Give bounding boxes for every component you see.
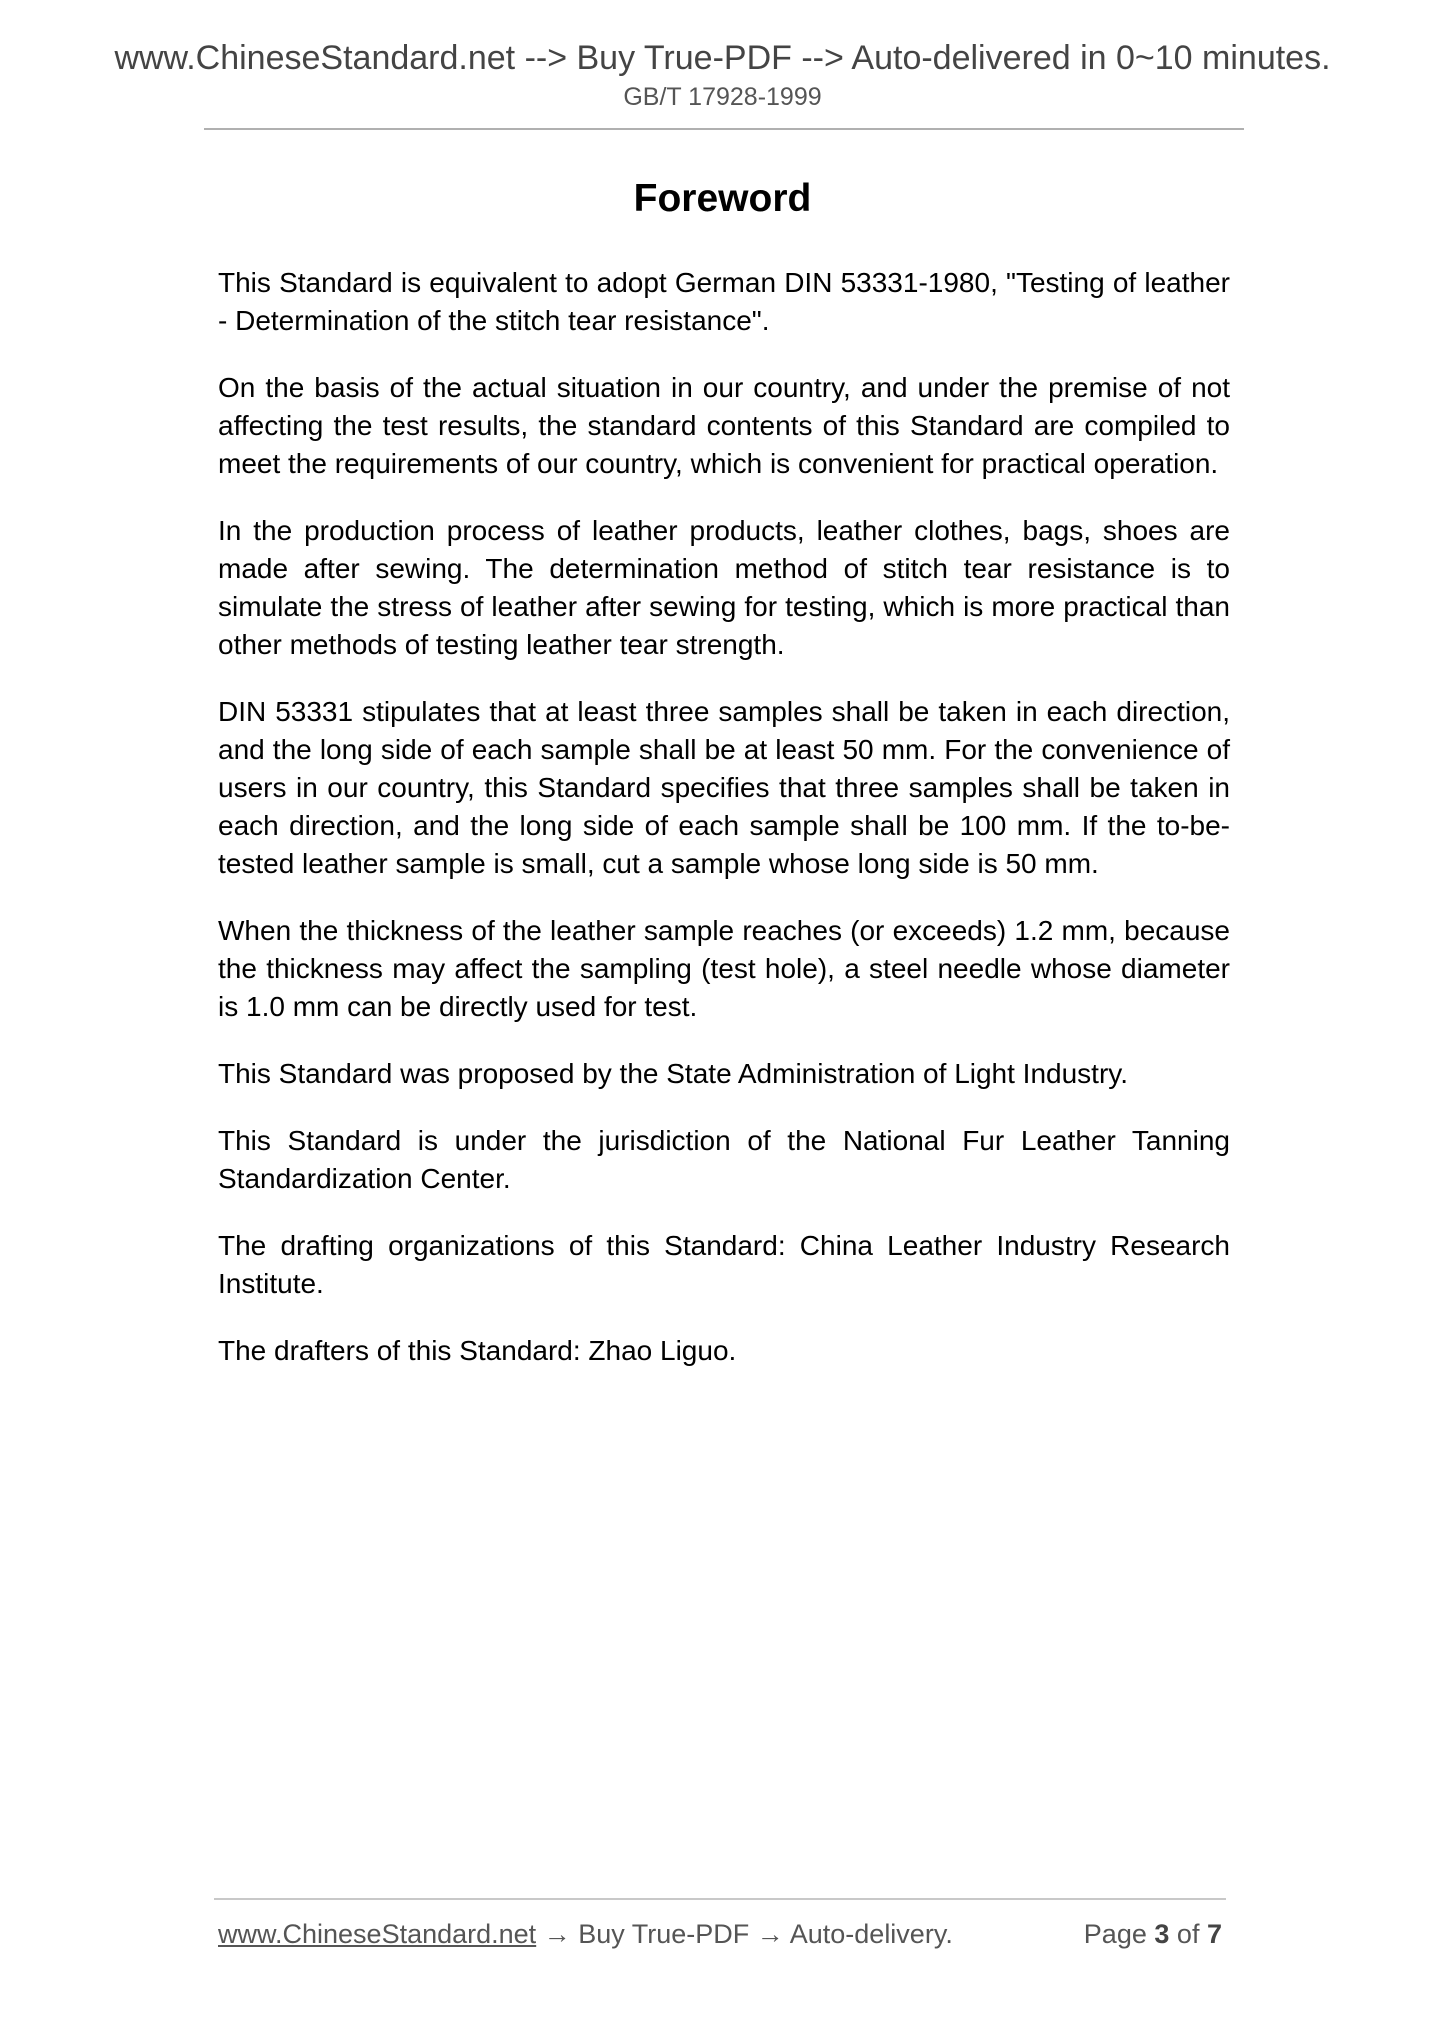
footer-site-link[interactable]: www.ChineseStandard.net [218,1919,537,1949]
paragraph: This Standard was proposed by the State Administration of Light Industry. [218,1058,1128,1089]
paragraph: DIN 53331 stipulates that at least three samples shall be taken in each direction, and the long side of each sample shall be at least 50 mm. For the convenience of users in our country, this Standard specifies that three samples shall be taken in each direction, and the long side of each sample shall be 100 mm. If the to-be-tested leather sample is small, cut a sample whose long side is 50 mm. [218,696,1230,879]
page-indicator [1084,1916,1222,1952]
paragraph: In the production process of leather products, leather clothes, bags, shoes are made after sewing. The determination method of stitch tear resistance is to simulate the stress of leather after sewing for testing, which is more practical than other methods of testing leather tear strength. [218,515,1230,660]
footer-tagline: → Buy True-PDF → Auto-delivery. [536,1919,953,1949]
header-banner: www.ChineseStandard.net --> Buy True-PDF --> Auto-delivered in 0~10 minutes. [114,39,1331,77]
paragraph: This Standard is under the jurisdiction of the National Fur Leather Tanning Standardization Center. [218,1125,1230,1194]
paragraph: When the thickness of the leather sample reaches (or exceeds) 1.2 mm, because the thickness may affect the sampling (test hole), a steel needle whose diameter is 1.0 mm can be directly used for test. [218,915,1230,1022]
current-page-number: 3 [1154,1919,1170,1949]
footer-divider [214,1898,1226,1900]
page-label: Page [1083,1919,1147,1949]
paragraph: The drafting organizations of this Standard: China Leather Industry Research Institute. [218,1230,1230,1299]
header-divider [204,128,1244,130]
total-page-number: 7 [1206,1919,1222,1949]
foreword-body [218,264,1230,1399]
footer-promo [218,1916,953,1952]
page-title: Foreword [633,177,812,220]
paragraph: This Standard is equivalent to adopt German DIN 53331-1980, "Testing of leather - Determination of the stitch tear resistance". [218,267,1230,336]
paragraph: On the basis of the actual situation in our country, and under the premise of not affecting the test results, the standard contents of this Standard are compiled to meet the requirements of our country, which is convenient for practical operation. [218,372,1230,479]
page-of-label: of [1176,1919,1200,1949]
document-code: GB/T 17928-1999 [623,83,822,111]
paragraph: The drafters of this Standard: Zhao Liguo. [218,1335,737,1366]
